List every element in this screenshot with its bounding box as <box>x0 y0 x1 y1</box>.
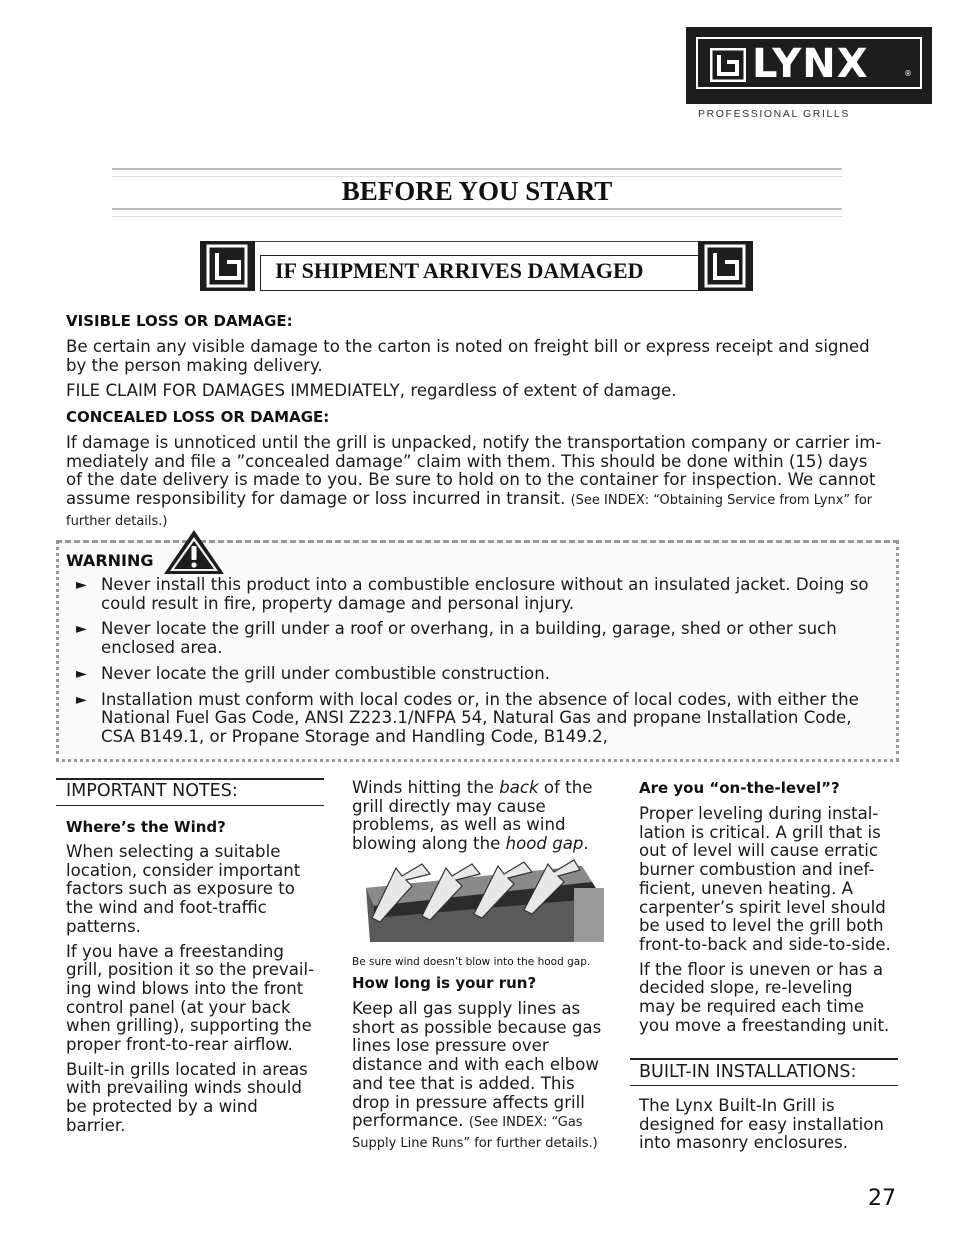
level-heading: Are you “on-the-level”? <box>639 779 840 797</box>
hood-gap-illustration <box>352 858 610 954</box>
notes-rule-bottom <box>56 805 324 806</box>
title-rule-bottom <box>112 208 842 217</box>
important-notes-title: IMPORTANT NOTES: <box>66 781 238 801</box>
concealed-loss-text: If damage is unnoticed until the grill is unpacked, notify the transportation company or carrier im-mediately and file a ”concealed damage” claim with them. This should be done within (15) days of the date delivery is made to you. Be sure to hold on to the container for inspection. We cannot assume responsibility for damage or loss incurred in transit. <box>66 433 882 509</box>
col3-body <box>639 805 893 1041</box>
builtin-title: BUILT-IN INSTALLATIONS: <box>639 1062 857 1082</box>
banner-right-icon <box>698 241 753 291</box>
logo-subtitle: PROFESSIONAL GRILLS <box>698 108 850 120</box>
wind-paragraph-1: When selecting a suitable location, consider important factors such as exposure to the wind and foot-traffic patterns. <box>66 842 301 936</box>
warning-label: WARNING <box>66 551 154 570</box>
brand-logo <box>686 27 932 104</box>
file-claim-text: FILE CLAIM FOR DAMAGES IMMEDIATELY, regardless of extent of damage. <box>66 381 677 400</box>
arrow-bullet-icon: ► <box>76 665 87 682</box>
page-title: BEFORE YOU START <box>341 176 613 206</box>
warning-list <box>76 576 886 754</box>
registered-mark: ® <box>904 69 912 78</box>
concealed-loss-heading: CONCEALED LOSS OR DAMAGE: <box>66 408 330 426</box>
builtin-paragraph: The Lynx Built-In Grill is designed for easy installation into masonry enclosures. <box>639 1096 884 1153</box>
warning-item: ► Never locate the grill under combustible construction. <box>76 663 550 683</box>
col1-body <box>66 843 320 1142</box>
gas-run-text: Keep all gas supply lines as short as possible because gas lines lose pressure over distance and with each elbow and tee that is added. This drop in pressure affects grill performance. <box>352 999 602 1131</box>
section-banner <box>200 241 753 291</box>
gas-run-ref: (See INDEX: “Gas Supply Line Runs” for further details.) <box>352 1115 598 1151</box>
page-number: 27 <box>868 1186 896 1211</box>
arrow-bullet-icon: ► <box>76 621 87 638</box>
level-paragraph-2: If the floor is uneven or has a decided slope, re-leveling may be required each time you move a freestanding unit. <box>639 959 890 1035</box>
visible-loss-text: Be certain any visible damage to the carton is noted on freight bill or express receipt and signed by the person making delivery. <box>66 337 870 375</box>
banner-left-icon <box>200 241 255 291</box>
gas-run-paragraph <box>352 1000 608 1154</box>
builtin-rule-bottom <box>630 1085 898 1086</box>
hood-gap-caption: Be sure wind doesn’t blow into the hood gap. <box>352 956 591 968</box>
wind-paragraph-2: If you have a freestanding grill, position it so the prevail-ing wind blows into the front control panel (at your back when grilling), supporting the proper front-to-rear airflow. <box>66 941 315 1055</box>
wind-back-paragraph: Winds hitting the back of the grill directly may cause problems, as well as wind blowing along the hood gap. <box>352 778 593 854</box>
notes-rule-top <box>56 778 324 780</box>
builtin-rule-top <box>630 1058 898 1060</box>
lynx-mark-icon <box>710 48 746 82</box>
warning-triangle-icon <box>162 528 226 576</box>
level-paragraph-1: Proper leveling during instal-lation is critical. A grill that is out of level will cause erratic burner combustion and inef-ficient, uneven heating. A carpenter’s spirit level should be used to level the grill both front-to-back and side-to-side. <box>639 804 891 954</box>
warning-item: ► Installation must conform with local codes or, in the absence of local codes, with either the National Fuel Gas Code, ANSI Z223.1/NFPA 54, Natural Gas and propane Installation Code, CSA B149.1, or Propane Storage and Handling Code, B149.2, <box>76 689 859 746</box>
wind-heading: Where’s the Wind? <box>66 818 226 836</box>
concealed-loss-ref: (See INDEX: “Obtaining Service from Lynx” for further details.) <box>66 493 873 529</box>
arrow-bullet-icon: ► <box>76 691 87 708</box>
concealed-loss-paragraph <box>66 434 888 532</box>
wind-paragraph-3: Built-in grills located in areas with prevailing winds should be protected by a wind barrier. <box>66 1059 308 1135</box>
arrow-bullet-icon: ► <box>76 577 87 593</box>
warning-item: ► Never locate the grill under a roof or overhang, in a building, garage, shed or other such enclosed area. <box>76 619 837 658</box>
visible-loss-heading: VISIBLE LOSS OR DAMAGE: <box>66 312 293 330</box>
warning-item: ► Never install this product into a combustible enclosure without an insulated jacket. Doing so could result in fire, property damage and personal injury. <box>76 575 869 613</box>
logo-wordmark: LYNX <box>752 41 869 87</box>
run-heading: How long is your run? <box>352 974 537 992</box>
banner-title: IF SHIPMENT ARRIVES DAMAGED <box>275 258 644 283</box>
